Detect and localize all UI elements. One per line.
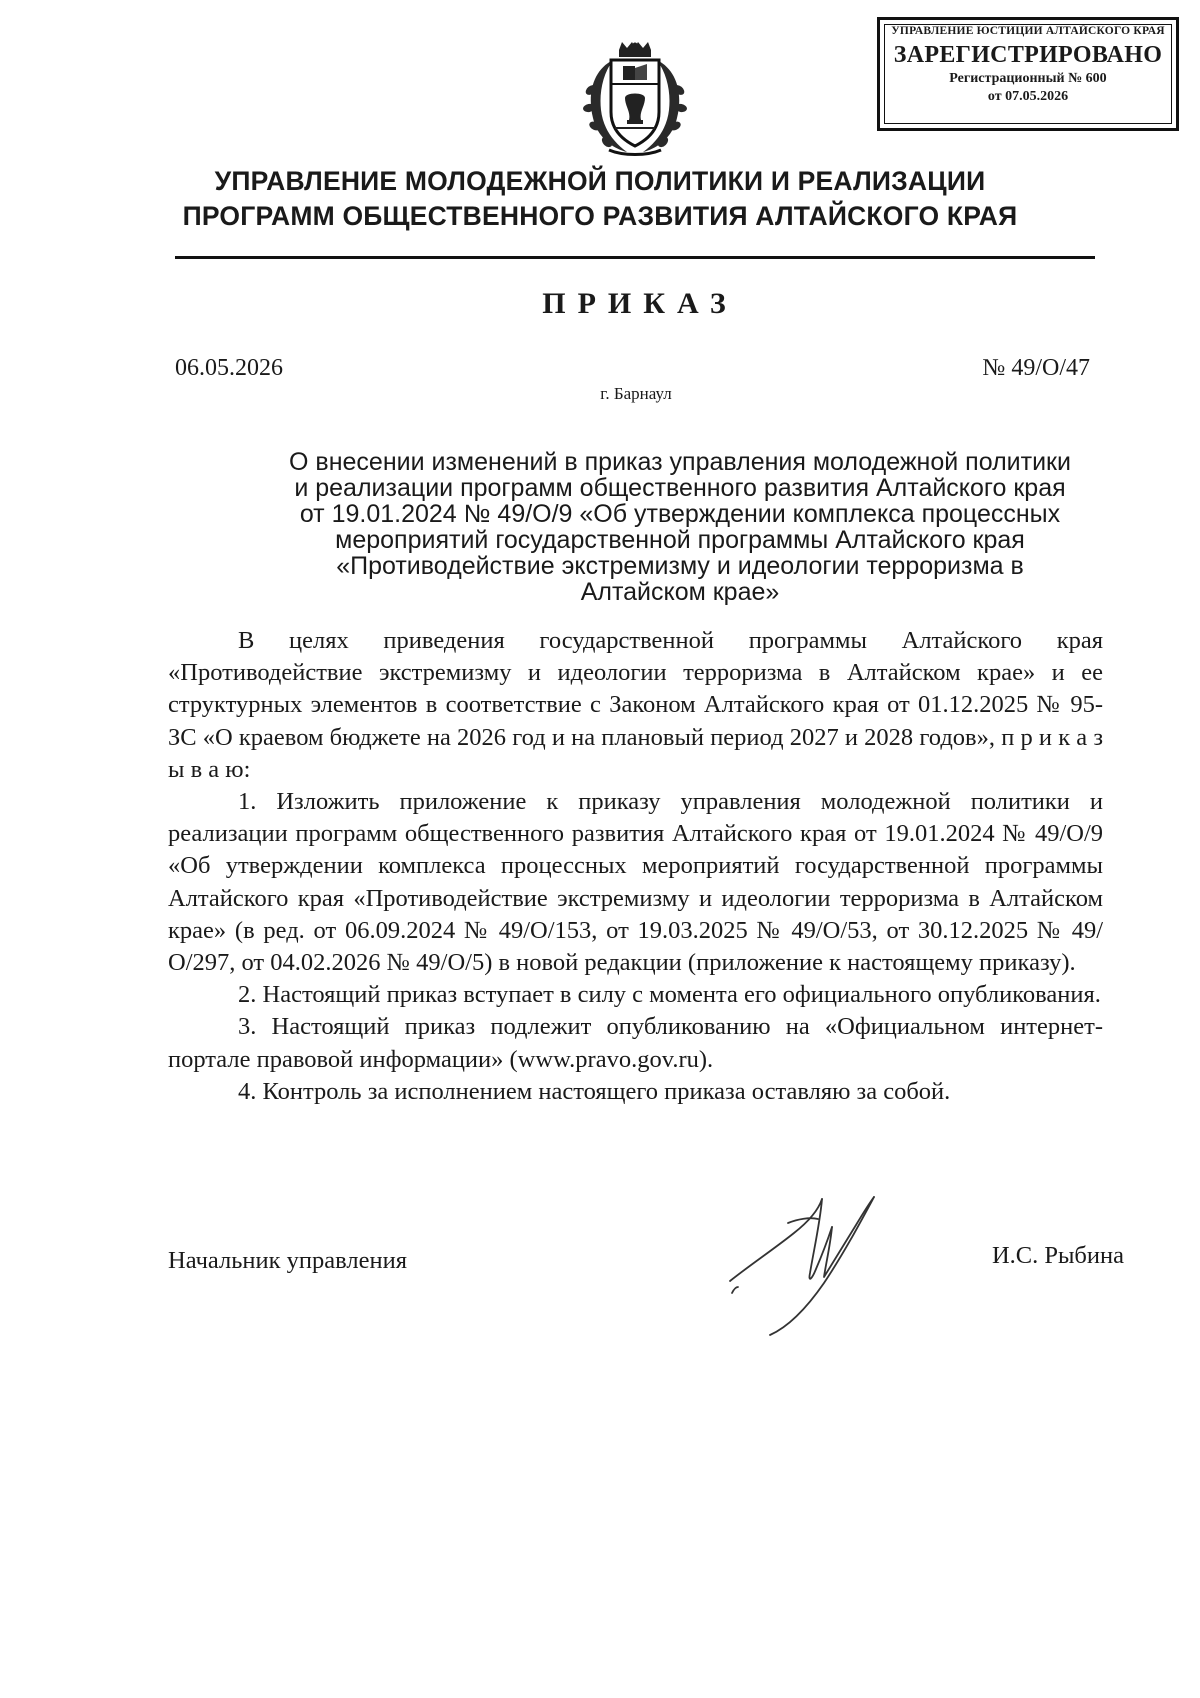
preamble-paragraph	[168, 625, 1103, 786]
order-item-2: 2. Настоящий приказ вступает в силу с момента его официального опубликования.	[238, 981, 1101, 1009]
signatory-name: И.С. Рыбина	[991, 1242, 1124, 1269]
document-type: ПРИКАЗ	[542, 287, 738, 320]
order-item-1: 1. Изложить приложение к приказу управления молодежной политики и реализации программ общественного развития Алтайского края от 19.01.2024 № 49/О/9 «Об утверждении комплекса процессных мероприятий государственной программы Алтайского края «Противодействие экстремизму и идеологии терроризма в Алтайском крае» (в ред. от 06.09.2024 № 49/О/153, от 19.03.2025 № 49/О/53, от 30.12.2025 № 49/О/297, от 04.02.2026 № 49/О/5) в новой редакции (приложение к настоящему приказу).	[168, 788, 1103, 977]
stamp-agency: УПРАВЛЕНИЕ ЮСТИЦИИ АЛТАЙСКОГО КРАЯ	[891, 25, 1165, 37]
organization-title-line-2: ПРОГРАММ ОБЩЕСТВЕННОГО РАЗВИТИЯ АЛТАЙСКОГО КРАЯ	[182, 201, 1018, 231]
stamp-registration-date: от 07.05.2026	[987, 89, 1069, 104]
document-city: г. Барнаул	[600, 384, 672, 403]
coat-of-arms-icon	[575, 42, 695, 160]
organization-title	[120, 164, 1080, 234]
document-date: 06.05.2026	[175, 355, 283, 381]
stamp-inner-frame	[884, 24, 1172, 124]
stamp-registration-number: Регистрационный № 600	[949, 71, 1107, 86]
organization-title-line-1: УПРАВЛЕНИЕ МОЛОДЕЖНОЙ ПОЛИТИКИ И РЕАЛИЗАЦИИ	[214, 166, 986, 196]
preamble-text: В целях приведения государственной программы Алтайского края «Противодействие экстремизму и идеологии терроризма в Алтайском крае» и ее структурных элементов в соответствие с Законом Алтайского края от 01.12.2025 № 95-ЗС «О краевом бюджете на 2026 год и на плановый период 2027 и 2028 годов»,	[168, 627, 1103, 751]
stamp-status: ЗАРЕГИСТРИРОВАНО	[893, 42, 1163, 68]
order-item-3: 3. Настоящий приказ подлежит опубликованию на «Официальном интернет-портале правовой информации» (www.pravo.gov.ru).	[168, 1013, 1103, 1073]
document-number: № 49/О/47	[982, 355, 1090, 381]
document-subject: О внесении изменений в приказ управления молодежной политики и реализации программ общественного развития Алтайского края от 19.01.2024 № 49/О/9 «Об утверждении комплекса процессных мероприятий государственной программы Алтайского края «Противодействие экстремизму и идеологии терроризма в Алтайском крае»	[289, 448, 1071, 606]
handwritten-signature-icon	[728, 1183, 908, 1338]
order-word: п р и к а з ы в а ю:	[168, 723, 1104, 783]
signatory-position: Начальник управления	[168, 1247, 407, 1274]
registration-stamp	[877, 17, 1179, 131]
order-item-4: 4. Контроль за исполнением настоящего приказа оставляю за собой.	[238, 1077, 951, 1105]
document-body	[168, 625, 1103, 1108]
header-divider	[175, 256, 1095, 259]
